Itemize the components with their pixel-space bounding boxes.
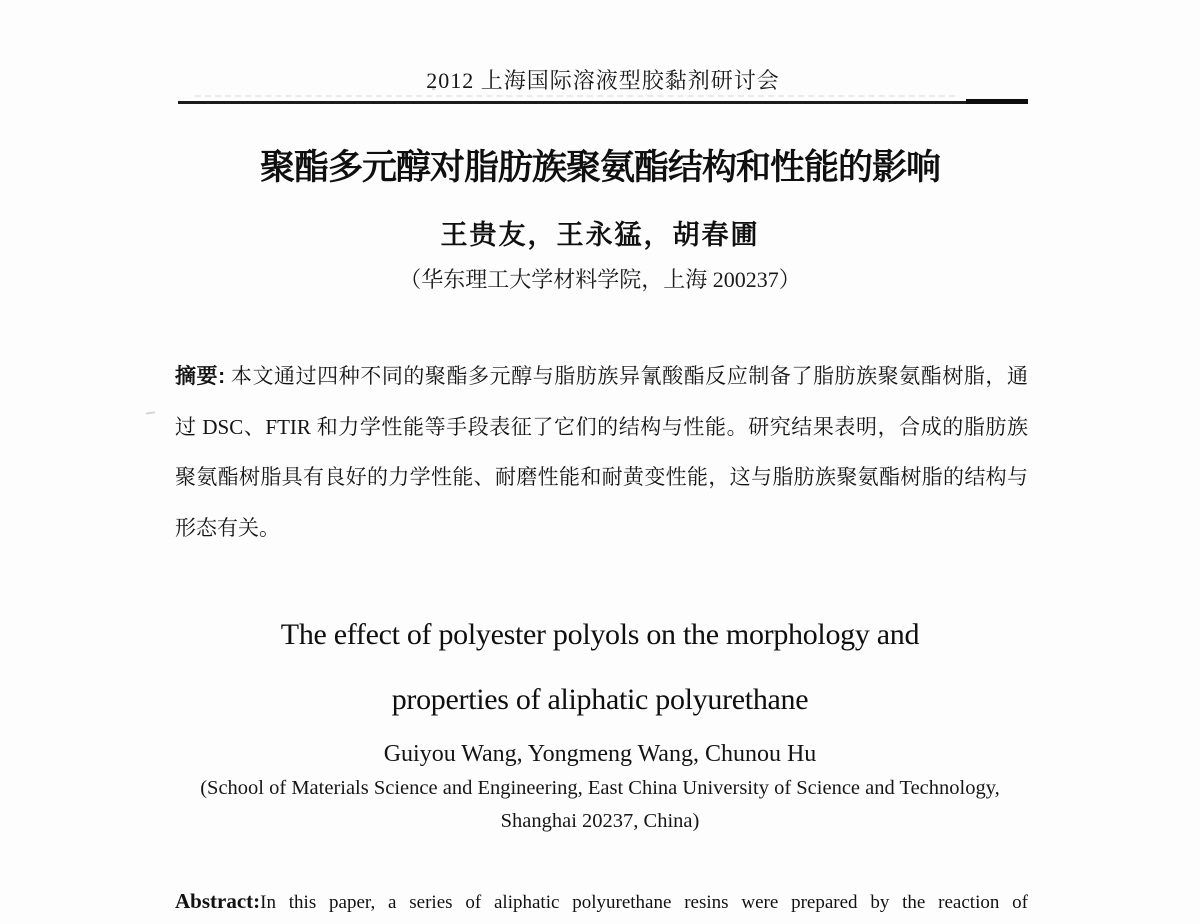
paper-title-en-line-1: The effect of polyester polyols on the morphology and [280, 618, 920, 651]
paper-title-zh: 聚酯多元醇对脂肪族聚氨酯结构和性能的影响 [259, 148, 940, 187]
scan-speck [432, 87, 435, 90]
conference-header: 2012 上海国际溶液型胶黏剂研讨会 [426, 68, 780, 93]
scan-speck [146, 411, 155, 414]
abstract-zh-line-3: 聚氨酯树脂具有良好的力学性能、耐磨性能和耐黄变性能，这与脂肪族聚氨酯树脂的结构与 [175, 465, 1028, 489]
authors-en: Guiyou Wang, Yongmeng Wang, Chunou Hu [383, 741, 817, 767]
affiliation-en-line-2: Shanghai 20237, China) [500, 810, 700, 832]
abstract-zh-line-1 [175, 361, 1028, 392]
affiliation-en-line-1: (School of Materials Science and Engineering, East China University of Science and Technology, [200, 777, 1000, 799]
abstract-en-line-1 [175, 886, 1028, 918]
abstract-zh-line-2: 过 DSC、FTIR 和力学性能等手段表征了它们的结构与性能。研究结果表明，合成的脂肪族 [175, 415, 1028, 439]
abstract-en-text-1: In this paper, a series of aliphatic polyurethane resins were prepared by the reaction of [260, 892, 1028, 913]
header-rule [178, 101, 1027, 104]
abstract-zh-text-1: 本文通过四种不同的聚酯多元醇与脂肪族异氰酸酯反应制备了脂肪族聚氨酯树脂，通 [225, 364, 1028, 388]
abstract-en-label: Abstract: [175, 889, 261, 913]
header-rule-bold-segment [966, 99, 1028, 104]
scan-artifact-dashed-line [195, 95, 955, 97]
abstract-zh-line-4: 形态有关。 [175, 516, 280, 540]
abstract-zh-label: 摘要: [175, 365, 226, 388]
paper-title-en-line-2: properties of aliphatic polyurethane [391, 683, 809, 716]
affiliation-zh: （华东理工大学材料学院，上海 200237） [399, 267, 801, 292]
authors-zh: 王贵友，王永猛，胡春圃 [440, 220, 760, 250]
